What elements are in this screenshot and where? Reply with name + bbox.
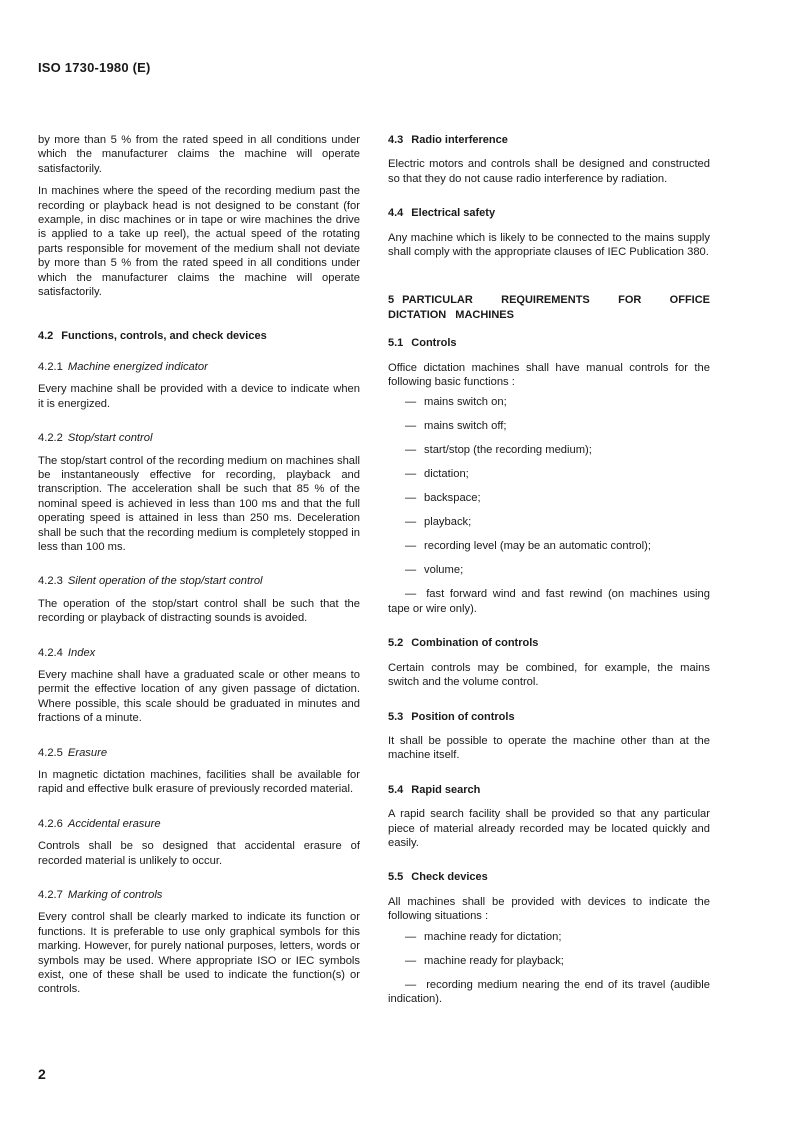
section-body: Office dictation machines shall have manual controls for the following basic functions : — [388, 361, 710, 389]
subsection-number: 4.2.4 — [38, 646, 63, 659]
section-number: 5.1 — [388, 337, 404, 350]
list-item-text: mains switch on; — [424, 396, 507, 409]
intro-paragraph-1: by more than 5 % from the rated speed in all conditions under which the manufacturer claims the machine will operate satisfactorily. — [38, 134, 360, 175]
list-item-text: playback; — [424, 516, 472, 529]
subsection-title: Stop/start control — [67, 432, 153, 445]
subsection-number: 4.2.3 — [38, 575, 63, 588]
subsection-heading — [38, 431, 360, 445]
section-number: 5.2 — [388, 637, 404, 650]
list-item-text: recording level (may be an automatic control); — [424, 540, 651, 553]
section-number: 5.4 — [388, 783, 404, 796]
subsection-number: 4.2.1 — [38, 360, 63, 373]
subsection-number: 4.2.5 — [38, 746, 63, 759]
subsection-title: Index — [67, 646, 96, 659]
section-4-2-1 — [38, 360, 360, 411]
list-item — [388, 467, 710, 481]
section-5-4 — [388, 783, 710, 851]
dash-marker: — — [405, 420, 417, 433]
list-item — [388, 587, 710, 616]
section-body: A rapid search facility shall be provided so that any particular piece of material already recorded may be located quickly and easily. — [388, 808, 710, 849]
list-item — [388, 419, 710, 433]
section-4-2-3 — [38, 574, 360, 625]
dash-marker: — — [405, 516, 417, 529]
section-title: Combination of controls — [411, 637, 539, 650]
section-heading — [388, 133, 710, 147]
list-item — [388, 563, 710, 577]
subsection-heading — [38, 888, 360, 902]
subsection-body: Every control shall be clearly marked to indicate its function or functions. It is preferable to use only graphical symbols for this marking. However, for purely national purposes, letters, words or symbols may be used. Where appropriate ISO or IEC symbols exist, one of these shall be used to indicate the function(s) or controls. — [38, 911, 360, 996]
subsection-body: Every machine shall have a graduated scale or other means to permit the effective location of any given passage of dictation. Where possible, this scale should be graduated in minutes and fractions of a minute. — [38, 668, 360, 725]
section-4-2-7 — [38, 888, 360, 997]
list-item — [388, 539, 710, 553]
check-devices-list — [388, 930, 710, 1007]
subsection-heading — [38, 574, 360, 588]
section-5-2 — [388, 636, 710, 689]
dash-marker: — — [405, 978, 417, 991]
dash-marker: — — [405, 564, 417, 577]
section-5-3 — [388, 710, 710, 763]
section-body: It shall be possible to operate the machine other than at the machine itself. — [388, 734, 710, 762]
list-item — [388, 443, 710, 457]
list-item-text: machine ready for playback; — [424, 954, 564, 967]
list-item-text: fast forward wind and fast rewind (on machines using tape or wire only). — [388, 588, 710, 615]
section-body: Any machine which is likely to be connected to the mains supply shall comply with the appropriate clauses of IEC Publication 380. — [388, 231, 710, 259]
subsection-body: Every machine shall be provided with a device to indicate when it is energized. — [38, 383, 360, 410]
subsection-title: Marking of controls — [67, 889, 163, 902]
section-number: 5.3 — [388, 710, 404, 723]
right-column — [388, 133, 710, 1026]
dash-marker: — — [405, 588, 417, 601]
dash-marker: — — [405, 396, 417, 409]
chapter-5-heading — [388, 293, 710, 322]
subsection-number: 4.2.6 — [38, 817, 63, 830]
subsection-number: 4.2.2 — [38, 432, 63, 445]
section-heading — [388, 636, 710, 650]
section-body: Electric motors and controls shall be designed and constructed so that they do not cause radio interference by radiation. — [388, 158, 710, 185]
section-heading — [388, 783, 710, 797]
dash-marker: — — [405, 444, 417, 457]
list-item — [388, 395, 710, 409]
chapter-title: PARTICULAR REQUIREMENTS FOR OFFICE DICTATION MACHINES — [388, 294, 710, 321]
list-item-text: start/stop (the recording medium); — [424, 444, 592, 457]
section-4-2-5 — [38, 746, 360, 797]
section-title: Controls — [411, 337, 457, 350]
subsection-title: Silent operation of the stop/start control — [67, 575, 263, 588]
section-heading — [388, 710, 710, 724]
section-heading — [388, 870, 710, 884]
list-item — [388, 930, 710, 944]
list-item — [388, 978, 710, 1007]
list-item-text: dictation; — [424, 468, 469, 481]
document-id: ISO 1730-1980 (E) — [38, 60, 151, 75]
section-title: Rapid search — [411, 783, 481, 796]
section-number: 4.4 — [388, 207, 404, 220]
subsection-body: The stop/start control of the recording medium on machines shall be instantaneously effective for recording, playback and transcription. The acceleration shall be such that 85 % of the nominal speed is achieved in less than 100 ms and that the full operating speed is attained in less than 250 ms. Deceleration shall be such that the recording medium is completely stopped in less than 100 ms. — [38, 454, 360, 553]
left-column — [38, 133, 360, 1017]
subsection-heading — [38, 360, 360, 374]
list-item — [388, 515, 710, 529]
list-item — [388, 491, 710, 505]
subsection-title: Accidental erasure — [67, 817, 161, 830]
dash-marker: — — [405, 954, 417, 967]
subsection-body: In magnetic dictation machines, facilities shall be available for rapid and effective bulk erasure of previously recorded material. — [38, 769, 360, 796]
subsection-body: The operation of the stop/start control shall be such that the recording or playback of distracting sounds is avoided. — [38, 597, 360, 625]
section-4-3 — [388, 133, 710, 186]
subsection-heading — [38, 817, 360, 831]
controls-list — [388, 395, 710, 616]
section-title: Check devices — [411, 871, 488, 884]
list-item-text: backspace; — [424, 492, 481, 505]
section-number: 4.2 — [38, 330, 54, 343]
subsection-title: Machine energized indicator — [67, 360, 208, 373]
section-heading — [388, 206, 710, 220]
list-item-text: volume; — [424, 564, 464, 577]
section-4-2-6 — [38, 817, 360, 868]
section-number: 5.5 — [388, 871, 404, 884]
section-title: Functions, controls, and check devices — [61, 330, 267, 343]
subsection-body: Controls shall be so designed that accidental erasure of recorded material is unlikely to occur. — [38, 840, 360, 867]
dash-marker: — — [405, 468, 417, 481]
dash-marker: — — [405, 930, 417, 943]
subsection-number: 4.2.7 — [38, 889, 63, 902]
section-body: All machines shall be provided with devices to indicate the following situations : — [388, 895, 710, 923]
list-item-text: recording medium nearing the end of its travel (audible indication). — [388, 978, 710, 1005]
section-5-1 — [388, 336, 710, 616]
section-body: Certain controls may be combined, for example, the mains switch and the volume control. — [388, 661, 710, 689]
section-title: Electrical safety — [411, 207, 496, 220]
list-item-text: mains switch off; — [424, 420, 507, 433]
section-number: 4.3 — [388, 134, 404, 146]
section-4-2-2 — [38, 431, 360, 554]
chapter-number: 5 — [388, 294, 395, 307]
subsection-heading — [38, 646, 360, 660]
section-title: Position of controls — [411, 710, 515, 723]
dash-marker: — — [405, 492, 417, 505]
section-5-5 — [388, 870, 710, 1006]
section-heading — [388, 336, 710, 350]
section-4-2-heading — [38, 329, 360, 343]
section-4-2-4 — [38, 646, 360, 726]
list-item — [388, 954, 710, 968]
subsection-title: Erasure — [67, 746, 108, 759]
intro-paragraph-2: In machines where the speed of the recording medium past the recording or playback head is not designed to be constant (for example, in disc machines or in tape or wire machines the drive is applied to a take up reel), the actual speed of the rotating parts responsible for movement of the medium shall not deviate by more than 5 % from the rated speed in all conditions under which the manufacturer claims the machine will operate satisfactorily. — [38, 185, 360, 299]
dash-marker: — — [405, 540, 417, 553]
list-item-text: machine ready for dictation; — [424, 930, 562, 943]
page-number: 2 — [38, 1066, 46, 1082]
section-title: Radio interference — [411, 134, 508, 146]
subsection-heading — [38, 746, 360, 760]
section-4-4 — [388, 206, 710, 259]
